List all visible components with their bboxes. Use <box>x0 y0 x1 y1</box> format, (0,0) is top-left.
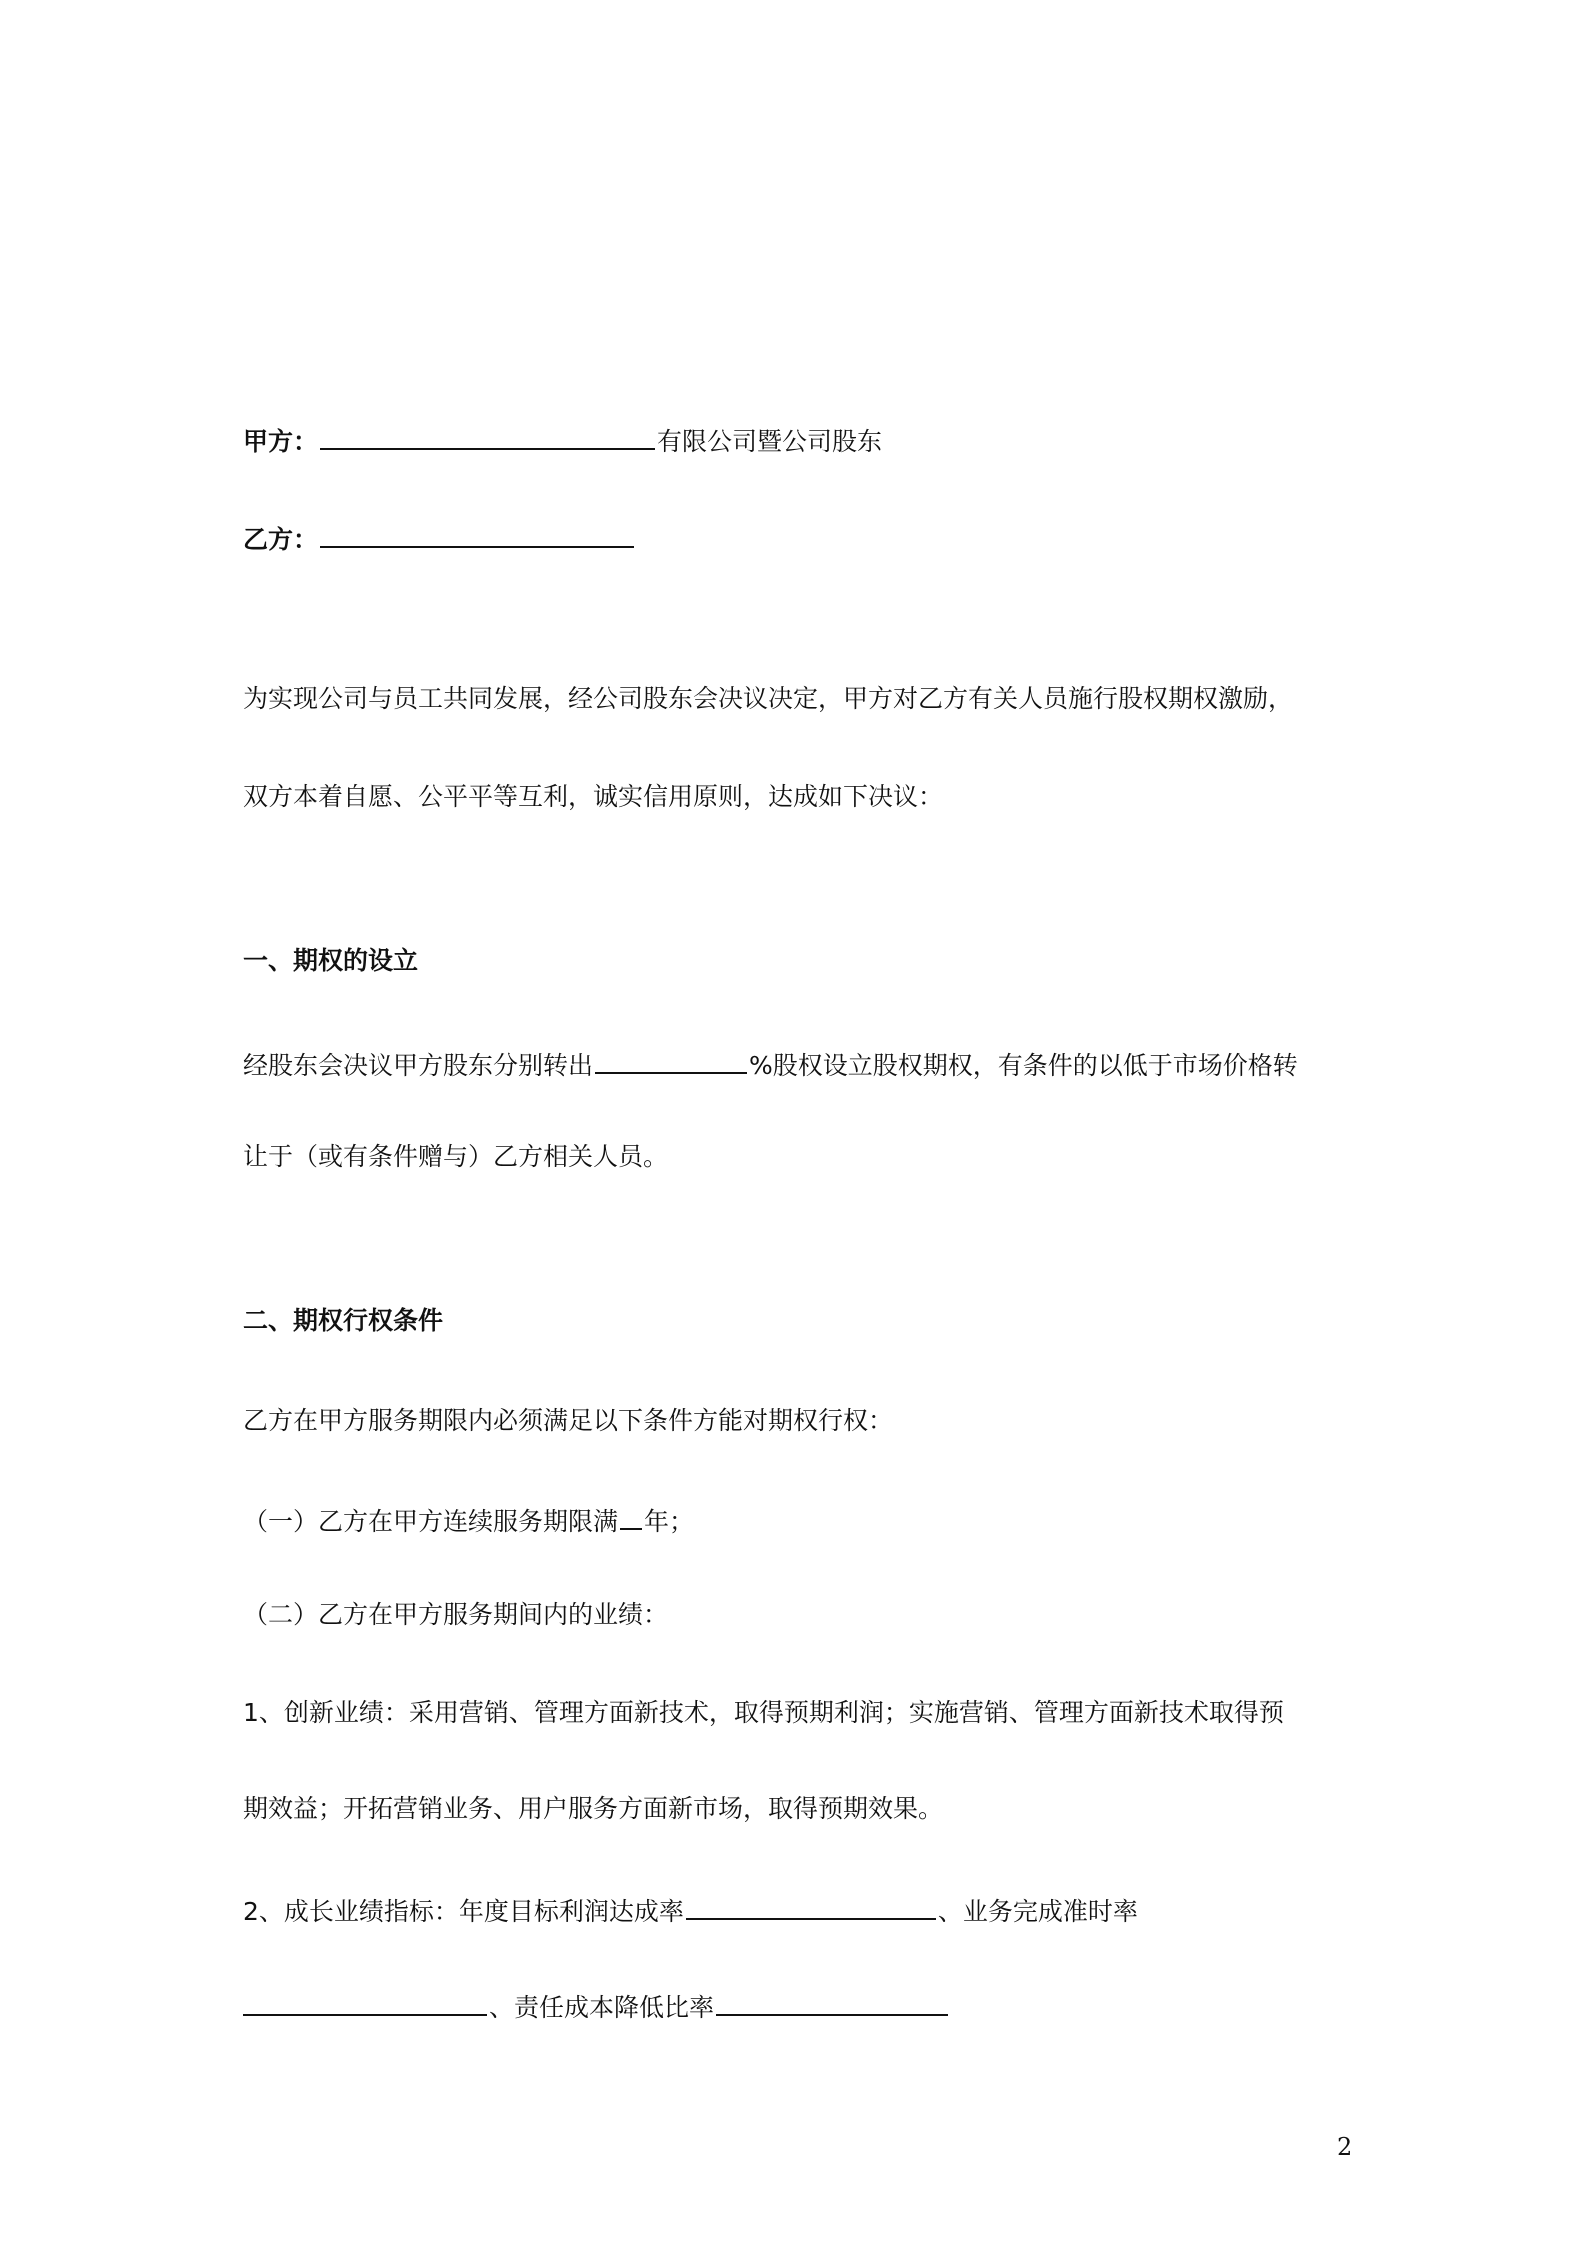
party-b-line <box>243 520 636 557</box>
sub-item-2-line-1 <box>243 1892 1138 1929</box>
sub-item-1-line-1: 1、创新业绩：采用营销、管理方面新技术，取得预期利润；实施营销、管理方面新技术取得预 <box>243 1698 1284 1727</box>
party-b-blank[interactable] <box>320 520 634 548</box>
condition-item-2: （二）乙方在甲方服务期间内的业绩： <box>243 1600 669 1629</box>
party-a-blank[interactable] <box>320 422 655 450</box>
item1-text-after: 年； <box>644 1507 695 1536</box>
section1-text-after: %股权设立股权期权，有条件的以低于市场价格转 <box>749 1051 1298 1080</box>
intro-line-2: 双方本着自愿、公平平等互利，诚实信用原则，达成如下决议： <box>243 782 944 811</box>
sub2-text-after: 、业务完成准时率 <box>937 1897 1138 1926</box>
condition-item-1 <box>243 1502 694 1539</box>
party-a-line <box>243 422 882 459</box>
on-time-rate-blank[interactable] <box>243 1988 487 2016</box>
item1-text-before: （一）乙方在甲方连续服务期限满 <box>243 1507 619 1536</box>
section1-heading: 一、期权的设立 <box>243 946 419 975</box>
sub2-text-mid: 、责任成本降低比率 <box>489 1993 715 2022</box>
intro-line-1: 为实现公司与员工共同发展，经公司股东会决议决定，甲方对乙方有关人员施行股权期权激励， <box>243 684 1294 713</box>
page-number: 2 <box>1337 2133 1353 2161</box>
section2-heading: 二、期权行权条件 <box>243 1306 444 1335</box>
section2-intro: 乙方在甲方服务期限内必须满足以下条件方能对期权行权： <box>243 1406 894 1435</box>
party-a-label: 甲方： <box>243 427 319 456</box>
sub-item-1-line-2: 期效益；开拓营销业务、用户服务方面新市场，取得预期效果。 <box>243 1794 944 1823</box>
sub-item-2-line-2 <box>243 1988 950 2025</box>
cost-reduction-blank[interactable] <box>716 1988 948 2016</box>
sub2-text-before: 2、成长业绩指标：年度目标利润达成率 <box>243 1897 684 1926</box>
equity-percent-blank[interactable] <box>595 1046 747 1074</box>
party-a-suffix: 有限公司暨公司股东 <box>657 427 883 456</box>
profit-rate-blank[interactable] <box>686 1892 936 1920</box>
service-years-blank[interactable] <box>620 1502 642 1530</box>
section1-line-1 <box>243 1046 1298 1083</box>
party-b-label: 乙方： <box>243 525 319 554</box>
section1-text-before: 经股东会决议甲方股东分别转出 <box>243 1051 594 1080</box>
section1-line-2: 让于（或有条件赠与）乙方相关人员。 <box>243 1142 669 1171</box>
